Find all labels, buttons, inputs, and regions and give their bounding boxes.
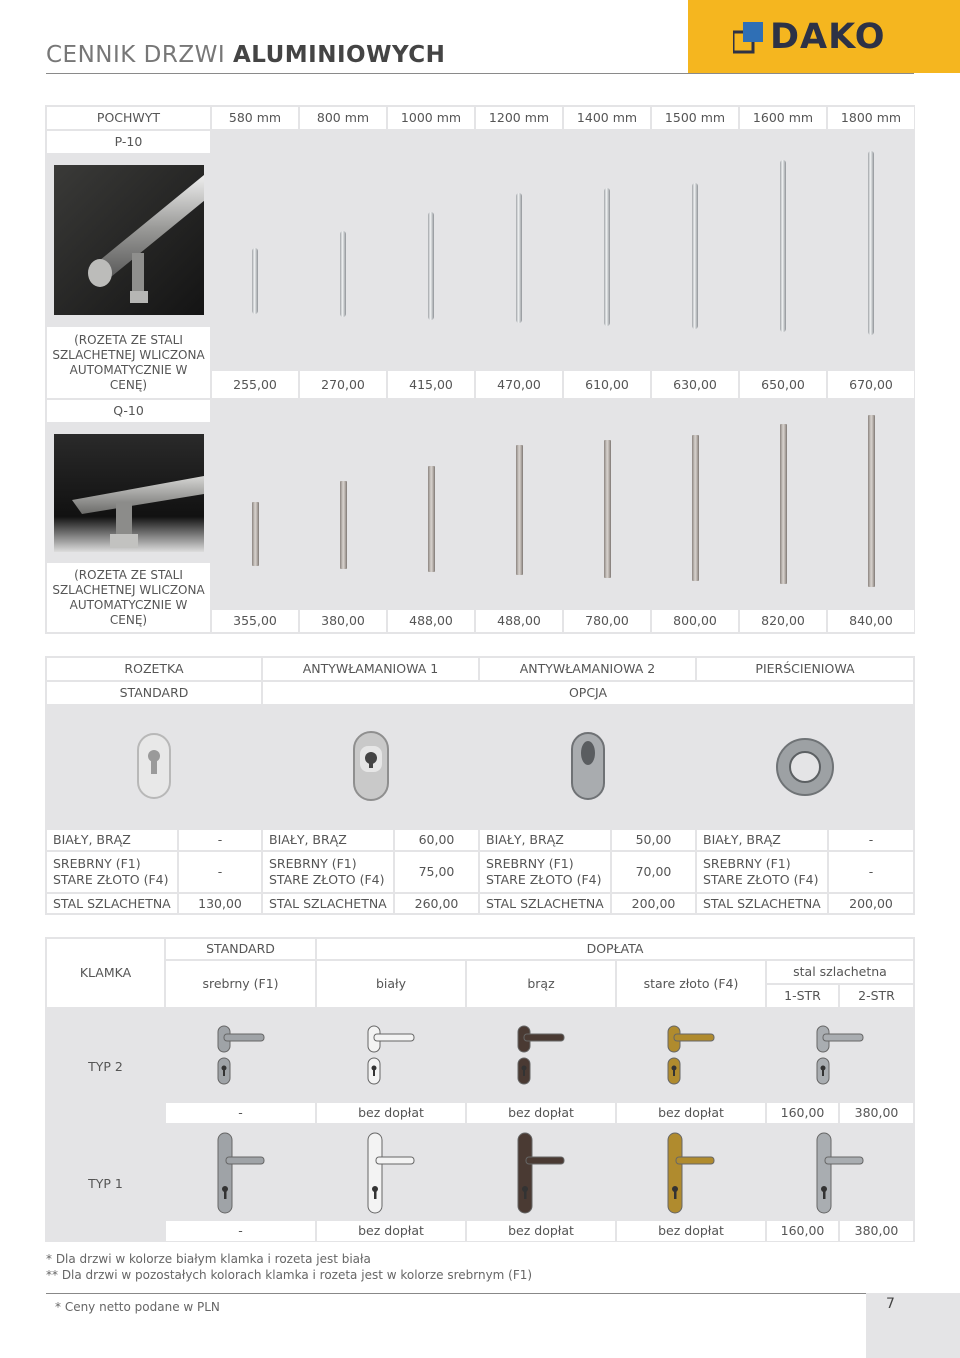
surcharge-label: DOPŁATA (317, 939, 913, 959)
page-title (46, 42, 445, 68)
lever-handle-long-icon (216, 1131, 266, 1215)
price-cell: 488,00 (476, 610, 562, 632)
price-cell: 630,00 (652, 371, 738, 398)
model-note: (ROZETA ZE STALI SZLACHETNEJ WLICZONA AUTOMATYCZNIE W CENĘ) (47, 563, 210, 632)
product-photo-p10 (47, 155, 210, 325)
rosettes-header-label: ROZETKA (47, 658, 261, 680)
lever-price: - (166, 1103, 315, 1123)
size-header: 1400 mm (564, 107, 650, 129)
rosette-type: PIERŚCIENIOWA (697, 658, 913, 680)
rosette-finish-label: STAL SZLACHETNA (263, 894, 393, 913)
square-bar-handle-icon (692, 435, 699, 581)
rosette-price: - (829, 830, 913, 850)
rosette-price: 260,00 (395, 894, 478, 913)
size-header: 1000 mm (388, 107, 474, 129)
price-cell: 270,00 (300, 371, 386, 398)
price-cell: 470,00 (476, 371, 562, 398)
square-bar-handle-icon (604, 440, 611, 578)
lever-image-cell (467, 1009, 615, 1101)
rosette-photo (697, 706, 913, 828)
page-number-box (866, 1293, 960, 1358)
rosette-finish-label: SREBRNY (F1) STARE ZŁOTO (F4) (47, 852, 177, 892)
round-bar-handle-icon (868, 151, 874, 335)
lever-handle-short-icon (366, 1024, 416, 1086)
steel-label: stal szlachetna (767, 961, 913, 983)
lever-type-name: TYP 2 (47, 1009, 164, 1125)
price-cell: 650,00 (740, 371, 826, 398)
lever-image-cell (767, 1009, 913, 1101)
rosette-type: ANTYWŁAMANIOWA 1 (263, 658, 478, 680)
round-bar-handle-icon (428, 212, 434, 320)
size-header: 1200 mm (476, 107, 562, 129)
rosette-finish-label: SREBRNY (F1) STARE ZŁOTO (F4) (697, 852, 827, 892)
lever-price: 380,00 (840, 1103, 913, 1123)
lever-price: 160,00 (767, 1221, 838, 1241)
price-cell: 820,00 (740, 610, 826, 632)
price-cell: 670,00 (828, 371, 914, 398)
footnote-prices: * Ceny netto podane w PLN (55, 1300, 220, 1314)
rosette-price: 50,00 (612, 830, 695, 850)
square-bar-handle-icon (340, 481, 347, 569)
lever-handle-short-icon (666, 1024, 716, 1086)
round-bar-handle-icon (692, 183, 698, 329)
round-bar-handle-icon (340, 231, 346, 317)
lever-image-cell (767, 1127, 913, 1219)
lever-color-col: biały (317, 961, 465, 1007)
square-bar-handle-icon (428, 466, 435, 572)
lever-price: bez dopłat (467, 1103, 615, 1123)
footnote-2: ** Dla drzwi w pozostałych kolorach klamka i rozeta jest w kolorze srebrnym (F1) (46, 1268, 533, 1282)
price-cell: 415,00 (388, 371, 474, 398)
size-header: 800 mm (300, 107, 386, 129)
lever-image-cell (317, 1127, 465, 1219)
rosette-finish-label: BIAŁY, BRĄZ (263, 830, 393, 850)
footnote-1: * Dla drzwi w kolorze białym klamka i rozeta jest biała (46, 1252, 371, 1266)
dako-logo-icon (733, 22, 765, 54)
steel-2str-label: 2-STR (840, 985, 913, 1007)
title-light: CENNIK DRZWI (46, 42, 226, 68)
price-cell: 355,00 (212, 610, 298, 632)
product-photo-q10 (47, 424, 210, 561)
price-cell: 840,00 (828, 610, 914, 632)
lever-handle-short-icon (516, 1024, 566, 1086)
lever-handle-long-icon (666, 1131, 716, 1215)
lever-image-cell (617, 1009, 765, 1101)
lever-color-col: stare złoto (F4) (617, 961, 765, 1007)
rosette-photo (480, 706, 695, 828)
lever-color-col: srebrny (F1) (166, 961, 315, 1007)
size-header: 1600 mm (740, 107, 826, 129)
rosette-price: 60,00 (395, 830, 478, 850)
lever-price: 380,00 (840, 1221, 913, 1241)
rosette-price: 130,00 (179, 894, 261, 913)
rosette-price: 200,00 (612, 894, 695, 913)
round-bar-handle-icon (780, 160, 786, 332)
lever-handle-short-icon (815, 1024, 865, 1086)
round-bar-handle-icon (252, 248, 258, 314)
lever-price: bez dopłat (617, 1103, 765, 1123)
rosette-standard-icon (134, 732, 174, 802)
handle-photo-icon (54, 165, 204, 315)
model-name: Q-10 (47, 400, 210, 422)
price-cell: 255,00 (212, 371, 298, 398)
size-header: 1800 mm (828, 107, 914, 129)
model-name: P-10 (47, 131, 210, 153)
page-number: 7 (886, 1296, 895, 1312)
footer-divider (46, 1293, 866, 1294)
lever-color-col: brąz (467, 961, 615, 1007)
price-cell: 380,00 (300, 610, 386, 632)
rosette-photo (47, 706, 261, 828)
title-bold: ALUMINIOWYCH (232, 42, 446, 68)
option-label: OPCJA (263, 682, 913, 704)
lever-handle-long-icon (516, 1131, 566, 1215)
rosette-price: - (179, 852, 261, 892)
square-bar-handle-icon (868, 415, 875, 587)
standard-label: STANDARD (47, 682, 261, 704)
standard-label: STANDARD (166, 939, 315, 959)
rosette-finish-label: BIAŁY, BRĄZ (480, 830, 610, 850)
model-note: (ROZETA ZE STALI SZLACHETNEJ WLICZONA AUTOMATYCZNIE W CENĘ) (47, 327, 210, 398)
lever-image-cell (166, 1127, 315, 1219)
steel-1str-label: 1-STR (767, 985, 838, 1007)
lever-price: - (166, 1221, 315, 1241)
lever-price: bez dopłat (467, 1221, 615, 1241)
lever-handle-short-icon (216, 1024, 266, 1086)
rosette-type: ANTYWŁAMANIOWA 2 (480, 658, 695, 680)
rosette-finish-label: STAL SZLACHETNA (480, 894, 610, 913)
levers-header-label: KLAMKA (47, 939, 164, 1007)
lever-image-cell (467, 1127, 615, 1219)
handle-photo-icon (54, 434, 204, 552)
rosette-finish-label: BIAŁY, BRĄZ (47, 830, 177, 850)
size-header: 1500 mm (652, 107, 738, 129)
lever-price: bez dopłat (617, 1221, 765, 1241)
lever-price: bez dopłat (317, 1221, 465, 1241)
square-bar-handle-icon (780, 424, 787, 584)
size-header: 580 mm (212, 107, 298, 129)
rosette-photo (263, 706, 478, 828)
rosette-price: - (179, 830, 261, 850)
title-divider (46, 73, 914, 74)
rosette-price: 200,00 (829, 894, 913, 913)
rosette-price: - (829, 852, 913, 892)
lever-price: 160,00 (767, 1103, 838, 1123)
price-cell: 610,00 (564, 371, 650, 398)
round-bar-handle-icon (516, 193, 522, 323)
logo-text: DAKO (770, 17, 886, 57)
rosette-finish-label: SREBRNY (F1) STARE ZŁOTO (F4) (480, 852, 610, 892)
lever-type-name: TYP 1 (47, 1127, 164, 1240)
square-bar-handle-icon (252, 502, 259, 566)
round-bar-handle-icon (604, 188, 610, 326)
rosette-finish-label: BIAŁY, BRĄZ (697, 830, 827, 850)
price-cell: 800,00 (652, 610, 738, 632)
price-cell: 780,00 (564, 610, 650, 632)
rosette-price: 70,00 (612, 852, 695, 892)
rosette-ring-icon (774, 736, 836, 798)
lever-image-cell (617, 1127, 765, 1219)
rosette-price: 75,00 (395, 852, 478, 892)
lever-image-cell (166, 1009, 315, 1101)
rosette-finish-label: SREBRNY (F1) STARE ZŁOTO (F4) (263, 852, 393, 892)
lever-image-cell (317, 1009, 465, 1101)
handles-header-label: POCHWYT (47, 107, 210, 129)
price-cell: 488,00 (388, 610, 474, 632)
lever-price: bez dopłat (317, 1103, 465, 1123)
rosette-security1-icon (351, 730, 391, 804)
lever-handle-long-icon (366, 1131, 416, 1215)
square-bar-handle-icon (516, 445, 523, 575)
rosette-finish-label: STAL SZLACHETNA (47, 894, 177, 913)
rosette-finish-label: STAL SZLACHETNA (697, 894, 827, 913)
lever-handle-long-icon (815, 1131, 865, 1215)
logo (688, 0, 960, 73)
rosette-security2-icon (569, 731, 607, 803)
